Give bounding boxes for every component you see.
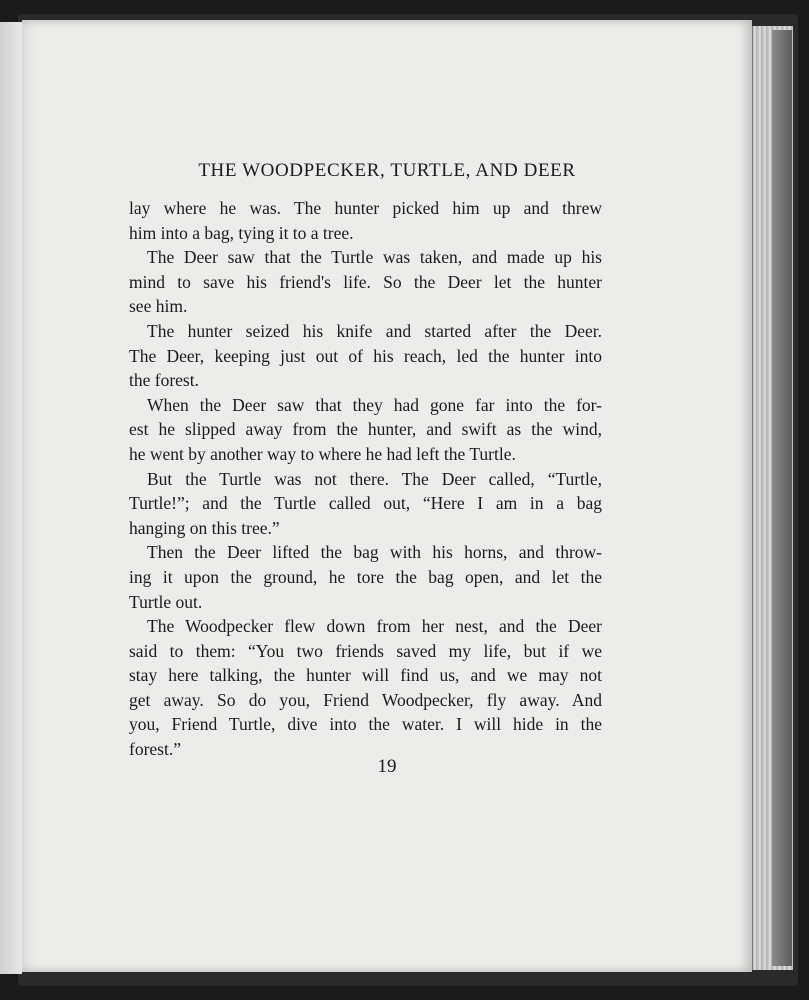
- book-page: [22, 20, 752, 972]
- body-text: [129, 196, 602, 762]
- paragraph: [129, 196, 602, 245]
- page-number: 19: [377, 756, 397, 777]
- book-spine-shadow: [772, 30, 792, 966]
- text-line: get away. So do you, Friend Woodpecker, fly away. And: [129, 689, 602, 710]
- left-page-edge: [0, 22, 22, 974]
- text-line: Turtle out.: [129, 591, 203, 612]
- text-line: him into a bag, tying it to a tree.: [129, 222, 354, 243]
- text-line: hanging on this tree.”: [129, 517, 280, 538]
- text-line: mind to save his friend's life. So the Deer let the hunter: [129, 271, 602, 292]
- text-line: forest.”: [129, 739, 181, 760]
- text-line: the forest.: [129, 370, 199, 391]
- text-line: see him.: [129, 296, 188, 317]
- text-line: But the Turtle was not there. The Deer called, “Turtle,: [147, 468, 602, 489]
- text-line: said to them: “You two friends saved my life, but if we: [129, 640, 602, 661]
- paragraph: [129, 393, 602, 467]
- paragraph: [129, 245, 602, 319]
- text-line: stay here talking, the hunter will find us, and we may not: [129, 665, 602, 686]
- text-line: est he slipped away from the hunter, and swift as the wind,: [129, 419, 602, 440]
- text-line: The hunter seized his knife and started after the Deer.: [147, 320, 602, 341]
- text-line: The Deer, keeping just out of his reach, led the hunter into: [129, 345, 602, 366]
- text-line: Then the Deer lifted the bag with his horns, and throw-: [147, 542, 602, 563]
- text-line: ing it upon the ground, he tore the bag open, and let the: [129, 566, 602, 587]
- text-line: When the Deer saw that they had gone far into the for-: [147, 394, 602, 415]
- paragraph: [129, 319, 602, 393]
- text-line: The Woodpecker flew down from her nest, and the Deer: [147, 616, 602, 637]
- text-line: lay where he was. The hunter picked him up and threw: [129, 198, 602, 218]
- paragraph: [129, 467, 602, 541]
- paragraph: [129, 614, 602, 762]
- paragraph: [129, 540, 602, 614]
- running-head: THE WOODPECKER, TURTLE, AND DEER: [198, 160, 576, 181]
- text-line: The Deer saw that the Turtle was taken, and made up his: [147, 247, 602, 268]
- text-line: you, Friend Turtle, dive into the water. I will hide in the: [129, 714, 602, 735]
- text-line: he went by another way to where he had left the Turtle.: [129, 443, 516, 464]
- text-line: Turtle!”; and the Turtle called out, “Here I am in a bag: [129, 493, 602, 514]
